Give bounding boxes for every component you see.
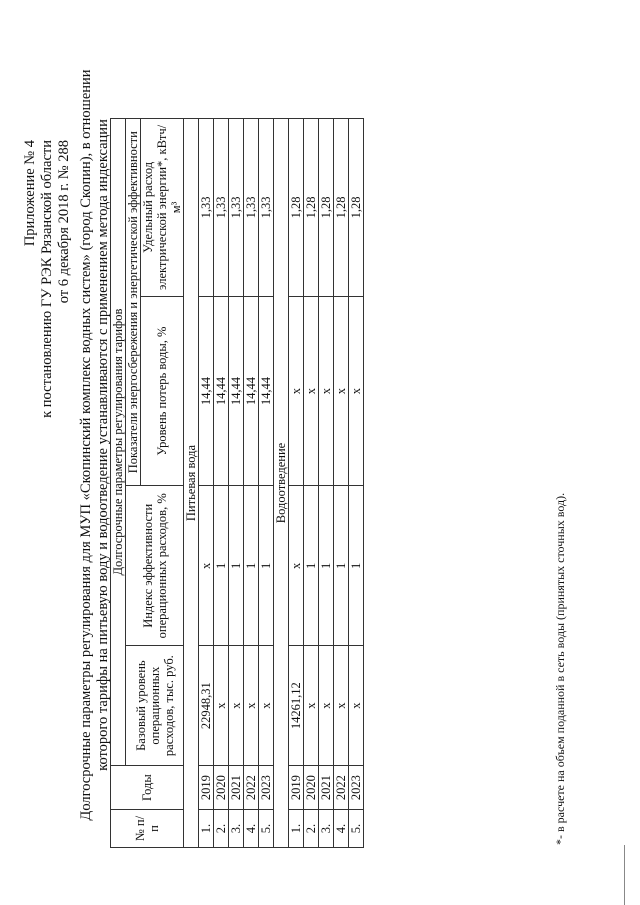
cell-power: 1,33	[229, 119, 244, 297]
cell-power: 1,28	[349, 119, 364, 297]
divider	[624, 845, 625, 905]
parameters-table	[110, 118, 364, 848]
cell-index: 1	[259, 486, 274, 646]
cell-no: 1.	[199, 810, 214, 848]
header-no: № п/п	[111, 810, 184, 848]
cell-loss: x	[349, 296, 364, 486]
cell-no: 4.	[334, 810, 349, 848]
table-row	[334, 119, 349, 848]
cell-loss: x	[319, 296, 334, 486]
section-row	[184, 119, 199, 848]
cell-index: 1	[244, 486, 259, 646]
cell-year: 2022	[334, 766, 349, 810]
cell-power: 1,28	[304, 119, 319, 297]
title-line-2: которого тарифы на питьевую воду и водоотведение устанавливаются с применением метода индексации	[95, 119, 111, 771]
header-index: Индекс эффективности операционных расходов, %	[126, 486, 184, 646]
cell-loss: 14,44	[199, 296, 214, 486]
cell-power: 1,28	[319, 119, 334, 297]
cell-power: 1,28	[334, 119, 349, 297]
cell-index: 1	[334, 486, 349, 646]
cell-year: 2020	[304, 766, 319, 810]
cell-index: 1	[214, 486, 229, 646]
cell-base: 22948,31	[199, 646, 214, 766]
cell-loss: x	[289, 296, 304, 486]
cell-index: x	[289, 486, 304, 646]
cell-index: 1	[319, 486, 334, 646]
cell-base: x	[229, 646, 244, 766]
cell-loss: x	[334, 296, 349, 486]
cell-loss: 14,44	[214, 296, 229, 486]
cell-power: 1,33	[244, 119, 259, 297]
cell-loss: 14,44	[229, 296, 244, 486]
cell-index: 1	[349, 486, 364, 646]
table-row	[214, 119, 229, 848]
cell-base: x	[319, 646, 334, 766]
document-title	[78, 45, 112, 845]
cell-base: x	[259, 646, 274, 766]
cell-base: x	[349, 646, 364, 766]
cell-loss: x	[304, 296, 319, 486]
cell-no: 3.	[229, 810, 244, 848]
section-row	[274, 119, 289, 848]
header-base: Базовый уровень операционных расходов, тыс. руб.	[126, 646, 184, 766]
cell-loss: 14,44	[244, 296, 259, 486]
cell-base: x	[334, 646, 349, 766]
header-loss: Уровень потерь воды, %	[141, 296, 184, 486]
cell-loss: 14,44	[259, 296, 274, 486]
cell-index: 1	[229, 486, 244, 646]
appendix-date: от 6 декабря 2018 г. № 288	[56, 140, 72, 304]
table-row	[259, 119, 274, 848]
cell-year: 2021	[229, 766, 244, 810]
section-title: Водоотведение	[274, 119, 289, 848]
cell-power: 1,33	[259, 119, 274, 297]
cell-index: x	[199, 486, 214, 646]
cell-no: 4.	[244, 810, 259, 848]
table-row	[304, 119, 319, 848]
appendix-resolution: к постановлению ГУ РЭК Рязанской области	[39, 140, 55, 418]
section-title: Питьевая вода	[184, 119, 199, 848]
header-years: Годы	[111, 766, 184, 810]
cell-base: x	[304, 646, 319, 766]
header-energy: Показатели энергосбережения и энергетической эффективности	[126, 119, 141, 486]
table-row	[244, 119, 259, 848]
title-line-1: Долгосрочные параметры регулирования для МУП «Скопинский комплекс водных систем» (город Скопин), в отношении	[78, 69, 94, 821]
footnote: *- в расчете на объем поданной в сеть воды (принятых сточных вод).	[553, 492, 567, 845]
cell-no: 5.	[349, 810, 364, 848]
cell-no: 3.	[319, 810, 334, 848]
header-power: Удельный расход электрической энергии*, кВтч/м³	[141, 119, 184, 297]
header-group: Долгосрочные параметры регулирования тарифов	[111, 119, 126, 766]
cell-no: 1.	[289, 810, 304, 848]
appendix-header	[22, 140, 73, 418]
cell-base: 14261,12	[289, 646, 304, 766]
table-row	[229, 119, 244, 848]
cell-no: 2.	[304, 810, 319, 848]
cell-index: 1	[304, 486, 319, 646]
cell-year: 2021	[319, 766, 334, 810]
cell-base: x	[244, 646, 259, 766]
cell-base: x	[214, 646, 229, 766]
cell-power: 1,33	[199, 119, 214, 297]
cell-no: 2.	[214, 810, 229, 848]
cell-year: 2019	[199, 766, 214, 810]
table-row	[349, 119, 364, 848]
cell-year: 2020	[214, 766, 229, 810]
cell-year: 2022	[244, 766, 259, 810]
cell-power: 1,33	[214, 119, 229, 297]
appendix-number: Приложение № 4	[22, 140, 38, 247]
cell-year: 2023	[349, 766, 364, 810]
cell-year: 2019	[289, 766, 304, 810]
cell-year: 2023	[259, 766, 274, 810]
cell-power: 1,28	[289, 119, 304, 297]
table-row	[289, 119, 304, 848]
table-row	[199, 119, 214, 848]
cell-no: 5.	[259, 810, 274, 848]
table-row	[319, 119, 334, 848]
